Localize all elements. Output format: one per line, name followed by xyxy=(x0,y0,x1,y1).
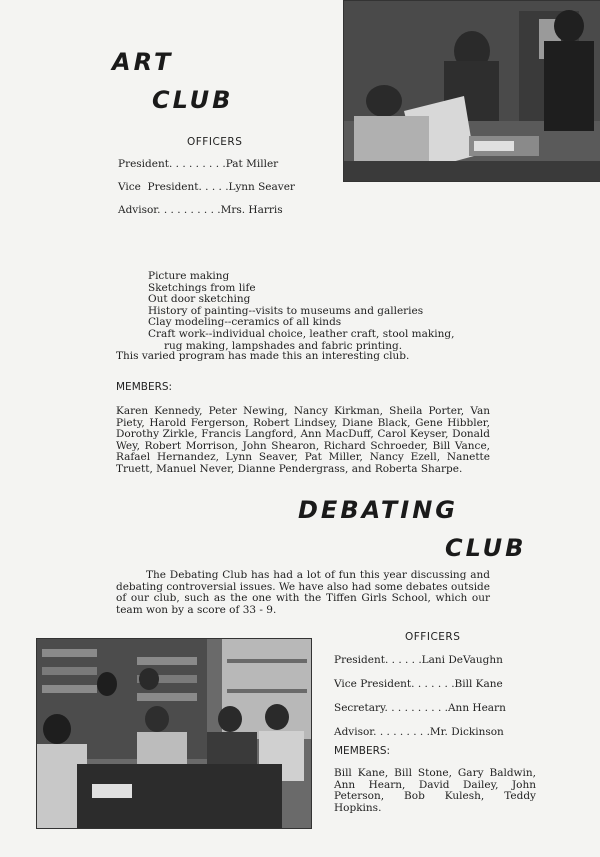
debating-members-heading: MEMBERS: xyxy=(334,745,391,757)
art-club-title-line1: ART xyxy=(112,48,174,76)
art-members-list: Karen Kennedy, Peter Newing, Nancy Kirkman, Sheila Porter, Van Piety, Harold Fergerson, Robert Lindsey, Diane Black, Gene Hibbler, Dorothy Zirkle, Francis Langford, Ann MacDuff, Carol Keyser, Donald Wey, Robert Morrison, John Shearon, Richard Schroeder, Bill Vance, Rafael Hernandez, Lynn Seaver, Pat Miller, Nancy Ezell, Nanette Truett, Manuel Never, Dianne Pendergrass, and Roberta Sharpe. xyxy=(116,405,490,475)
debating-officer-president: President. . . . . .Lani DeVaughn xyxy=(334,654,503,666)
activity-item: Craft work--individual choice, leather craft, stool making, xyxy=(148,327,455,340)
art-officers-heading: OFFICERS xyxy=(187,136,243,148)
art-club-photo xyxy=(343,0,600,182)
activity-item: rug making, lampshades and fabric printing. xyxy=(164,339,403,352)
debating-officer-secretary: Secretary. . . . . . . . . .Ann Hearn xyxy=(334,702,506,714)
art-summary: This varied program has made this an interesting club. xyxy=(116,350,410,362)
art-activities-list xyxy=(148,271,498,352)
art-members-heading: MEMBERS: xyxy=(116,381,173,393)
activity-item: Out door sketching xyxy=(148,293,251,306)
debating-club-title-line1: DEBATING xyxy=(298,496,458,524)
debating-intro: The Debating Club has had a lot of fun this year discussing and debating controversial issues. We have also had some debates outside of our club, such as the one with the Tiffen Girls School, which our team won by a score of 33 - 9. xyxy=(116,569,490,616)
activity-item: Sketchings from life xyxy=(148,281,256,294)
debating-club-title-line2: CLUB xyxy=(445,534,527,562)
art-officer-vice-president: Vice President. . . . .Lynn Seaver xyxy=(118,181,295,193)
debating-officer-vice-president: Vice President. . . . . . .Bill Kane xyxy=(334,678,503,690)
art-club-title-line2: CLUB xyxy=(152,86,234,114)
debating-members-list: Bill Kane, Bill Stone, Gary Baldwin, Ann Hearn, David Dailey, John Peterson, Bob Kulesh, Teddy Hopkins. xyxy=(334,767,536,814)
debating-club-photo xyxy=(36,638,312,829)
activity-item: Picture making xyxy=(148,270,230,282)
activity-item: History of painting--visits to museums and galleries xyxy=(148,304,424,317)
debating-officer-advisor: Advisor. . . . . . . . .Mr. Dickinson xyxy=(334,726,504,738)
art-officer-advisor: Advisor. . . . . . . . . .Mrs. Harris xyxy=(118,204,283,216)
activity-item: Clay modeling--ceramics of all kinds xyxy=(148,316,342,329)
art-officer-president: President. . . . . . . . .Pat Miller xyxy=(118,158,279,170)
debating-officers-heading: OFFICERS xyxy=(405,631,461,643)
